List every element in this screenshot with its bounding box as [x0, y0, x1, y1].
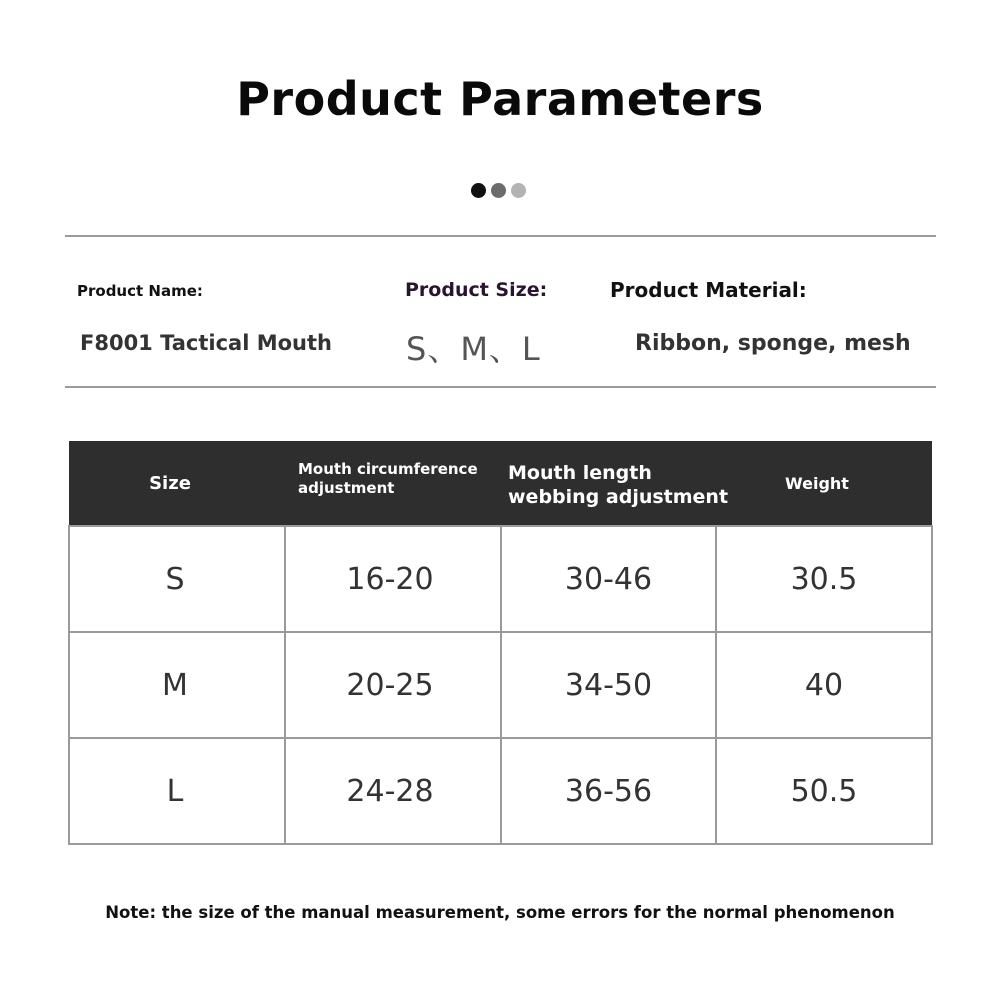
- header-length: Mouth length webbing adjustment: [501, 441, 716, 526]
- cell-size: L: [69, 738, 285, 844]
- table-row: [69, 632, 932, 738]
- decorative-dots: [471, 183, 526, 198]
- bottom-divider: [65, 386, 936, 388]
- cell-weight: 30.5: [716, 526, 932, 632]
- header-circumference: Mouth circumference adjustment: [285, 441, 501, 526]
- dot-mid: [491, 183, 506, 198]
- product-name-value: F8001 Tactical Mouth: [80, 331, 332, 355]
- table-header-row: [69, 441, 932, 526]
- cell-circumference: 16-20: [285, 526, 501, 632]
- page-title: Product Parameters: [236, 72, 764, 126]
- product-size-value: S、M、L: [406, 330, 541, 368]
- header-size: Size: [69, 441, 285, 526]
- cell-size: M: [69, 632, 285, 738]
- table-row: [69, 526, 932, 632]
- dot-dark: [471, 183, 486, 198]
- size-table: [68, 441, 933, 845]
- cell-length: 30-46: [501, 526, 716, 632]
- table-row: [69, 738, 932, 844]
- product-name-label: Product Name:: [77, 282, 203, 300]
- product-material-value: Ribbon, sponge, mesh: [635, 331, 911, 356]
- dot-light: [511, 183, 526, 198]
- cell-weight: 50.5: [716, 738, 932, 844]
- top-divider: [65, 235, 936, 237]
- cell-size: S: [69, 526, 285, 632]
- cell-length: 34-50: [501, 632, 716, 738]
- product-material-label: Product Material:: [610, 278, 807, 302]
- cell-length: 36-56: [501, 738, 716, 844]
- cell-weight: 40: [716, 632, 932, 738]
- product-size-label: Product Size:: [405, 279, 548, 301]
- cell-circumference: 24-28: [285, 738, 501, 844]
- cell-circumference: 20-25: [285, 632, 501, 738]
- header-weight: Weight: [716, 441, 932, 526]
- measurement-note: Note: the size of the manual measurement, some errors for the normal phenomenon: [105, 903, 895, 922]
